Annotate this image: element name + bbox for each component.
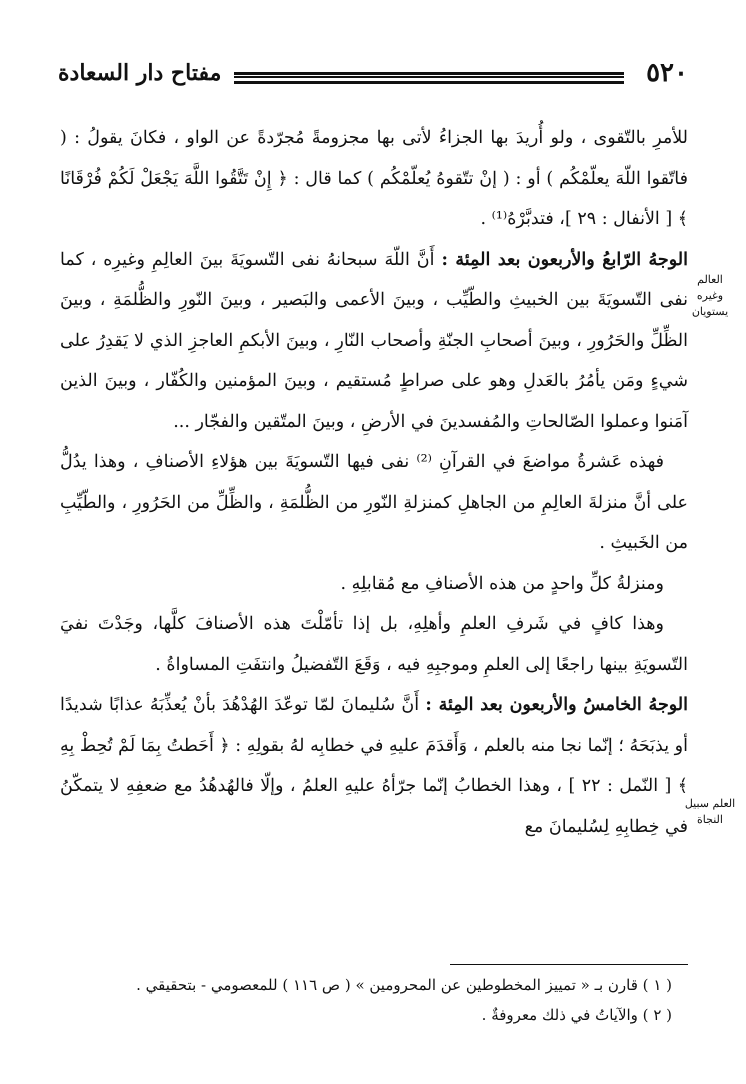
paragraph bbox=[60, 442, 688, 564]
margin-note-equality: العالم وغيره يستويان bbox=[691, 273, 729, 318]
footnotes bbox=[60, 970, 680, 1030]
margin-note-salvation: العلم سبيل النجاة bbox=[684, 797, 736, 826]
section-heading: الوجهُ الخامسُ والأربعون بعد المِئة : bbox=[425, 695, 688, 715]
section-heading: الوجهُ الرّابعُ والأربعون بعد المِئة : bbox=[441, 249, 688, 270]
paragraph-text: فهذه عَشرةُ مواضعَ في القرآنِ ⁽²⁾ نفى فيها التّسويَةَ بين هؤلاءِ الأصنافِ ، وهذا يدُلُّ على أنَّ منزلةَ العالِمِ من الجاهلِ كمنزلةِ النّورِ من الظُّلمَةِ ، والظِّلِّ من الحَرُورِ ، والطّيِّبِ من الخَبيثِ . bbox=[60, 452, 688, 553]
paragraph-text: للأمرِ بالتّقوى ، ولو أُريدَ بها الجزاءُ لأتى بها مجزومةً مُجرّدةً عن الواو ، فكانَ يقولُ : ( فاتّقوا اللّهَ يعلّمْكُم ) أو : ( إنْ تتّقوهُ يُعلّمْكُم ) كما قال : ﴿ إِنْ تَتَّقُوا اللَّهَ يَجْعَلْ لَكُمْ فُرْقَانًا ﴾ [ الأنفال : ٢٩ ]، فتدبَّرْهُ⁽¹⁾ . bbox=[60, 128, 688, 229]
paragraph bbox=[60, 240, 688, 443]
page-header bbox=[58, 58, 688, 94]
paragraph-text: ومنزلةُ كلِّ واحدٍ من هذه الأصنافِ مع مُقابلِهِ . bbox=[340, 573, 664, 594]
header-rule bbox=[234, 72, 624, 84]
paragraph-text: أَنَّ سُليمانَ لمّا توعّدَ الهُدْهُدَ بأنْ يُعذِّبَهُ عذابًا شديدًا أو يذبَحَهُ ؛ إنّما نجا منه بالعلم ، وَأَقدَمَ عليهِ في خطابِه لهُ بقولِهِ : ﴿ أَحَطتُ بِمَا لَمْ تُحِطْ بِهِ ﴾ [ النّمل : ٢٢ ] ، وهذا الخطابُ إنّما جرّأهُ عليهِ العلمُ ، وإلّا فالهُدهُدُ مع ضعفِهِ لا يتمكّنُ في خِطابِهِ لِسُليمانَ مع bbox=[60, 695, 688, 837]
running-title: مفتاح دار السعادة bbox=[58, 60, 222, 86]
footnote: ( ٢ ) والآياتُ في ذلك معروفةٌ . bbox=[481, 1006, 672, 1024]
paragraph bbox=[60, 118, 688, 240]
paragraph bbox=[60, 685, 688, 847]
body-text bbox=[60, 118, 688, 847]
footnote: ( ١ ) قارن بـ « تمييز المخطوطين عن المحرومين » ( ص ١١٦ ) للمعصومي - بتحقيقي . bbox=[136, 976, 672, 994]
paragraph-text: أَنَّ اللّهَ سبحانهُ نفى التّسويَةَ بينَ العالِمِ وغيرِه ، كما نفى التّسويَةَ بين الخبيثِ والطّيِّب ، وبينَ الأعمى والبَصير ، وبينَ النّورِ والظُّلمَةِ ، وبينَ الظِّلِّ والحَرُورِ ، وبينَ أصحابِ الجنّةِ وأصحاب النّارِ ، وبينَ الأبكمِ العاجزِ الذي لا يَقدِرُ على شيءٍ ومَن يأمُرُ بالعَدلِ وهو على صراطٍ مُستقيم ، وبينَ المؤمنين والكُفّار ، وبينَ الذين آمَنوا وعملوا الصّالحاتِ والمُفسدينَ في الأرضِ ، وبينَ المتّقين والفجّار ... bbox=[60, 249, 688, 432]
paragraph bbox=[60, 564, 688, 605]
page-number: ٥٢٠ bbox=[646, 58, 688, 88]
footnote-separator bbox=[450, 964, 688, 965]
paragraph-text: وهذا كافٍ في شَرفِ العلمِ وأهلِهِ، بل إذا تأمّلْتَ هذه الأصنافَ كلَّها، وجَدْتَ نفيَ التّسويَةِ بينها راجعًا إلى العلمِ وموجبِهِ فيه ، وَقَعَ التّفضيلُ وانتفَتِ المساواةُ . bbox=[60, 614, 688, 675]
paragraph bbox=[60, 604, 688, 685]
